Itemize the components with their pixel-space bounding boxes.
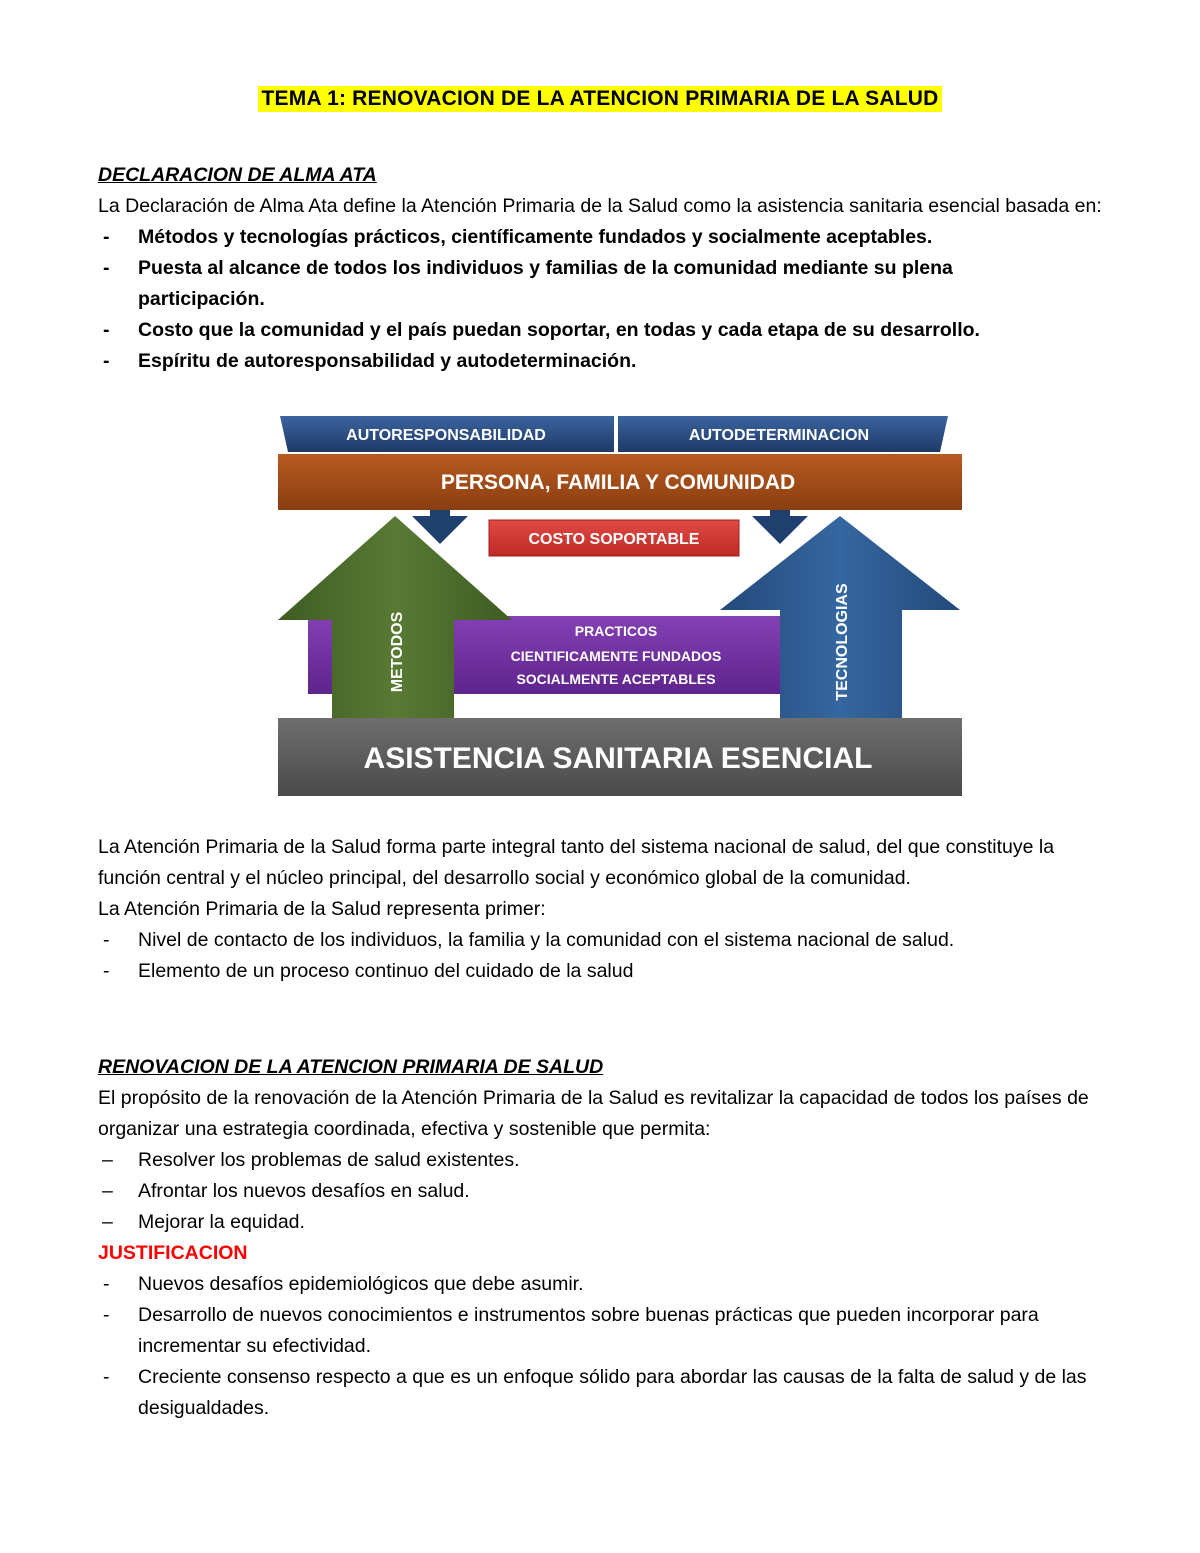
persona-familia-comunidad-label: PERSONA, FAMILIA Y COMUNIDAD — [440, 471, 796, 494]
autodeterminacion-label: AUTODETERMINACION — [688, 427, 870, 444]
list-item: - Nuevos desafíos epidemiológicos que debe asumir. — [98, 1269, 1108, 1300]
autoresponsabilidad-label: AUTORESPONSABILIDAD — [346, 427, 546, 444]
down-arrow-right — [752, 510, 808, 544]
costo-soportable-box — [489, 520, 739, 556]
socialmente-label: SOCIALMENTE ACEPTABLES — [516, 671, 716, 687]
section-renovacion — [98, 1052, 1108, 1424]
list-item: - Creciente consenso respecto a que es un enfoque sólido para abordar las causas de la falta de salud y de las desigualdades. — [98, 1362, 1108, 1424]
section-alma-ata — [98, 160, 1108, 377]
justificacion-heading: JUSTIFICACION — [98, 1242, 248, 1264]
list-item: - Métodos y tecnologías prácticos, científicamente fundados y socialmente aceptables. — [98, 222, 1108, 253]
page-title: TEMA 1: RENOVACION DE LA ATENCION PRIMARIA DE LA SALUD — [258, 86, 943, 112]
list-item: - Espíritu de autoresponsabilidad y autodeterminación. — [98, 346, 1108, 377]
section-heading-alma-ata: DECLARACION DE ALMA ATA — [98, 164, 377, 186]
list-item: - Costo que la comunidad y el país puedan soportar, en todas y cada etapa de su desarrollo. — [98, 315, 1108, 346]
alma-ata-intro: La Declaración de Alma Ata define la Atención Primaria de la Salud como la asistencia sanitaria esencial basada en: — [98, 195, 1102, 217]
asistencia-sanitaria-bar — [278, 718, 962, 796]
list-item: - Elemento de un proceso continuo del cuidado de la salud — [98, 956, 1108, 987]
section-heading-renovacion: RENOVACION DE LA ATENCION PRIMARIA DE SALUD — [98, 1056, 604, 1078]
autoresponsabilidad-bar — [280, 416, 614, 452]
list-item: - Nivel de contacto de los individuos, la familia y la comunidad con el sistema nacional de salud. — [98, 925, 1108, 956]
autodeterminacion-bar — [618, 416, 948, 452]
tecnologias-label: TECNOLOGIAS — [834, 583, 851, 701]
aps-list — [98, 925, 1108, 987]
justificacion-list — [98, 1269, 1108, 1424]
renovacion-intro: El propósito de la renovación de la Atención Primaria de la Salud es revitalizar la capacidad de todos los países de organizar una estrategia coordinada, efectiva y sostenible que permita: — [98, 1087, 1089, 1140]
aps-paragraph-1: La Atención Primaria de la Salud forma parte integral tanto del sistema nacional de salud, del que constituye la función central y el núcleo principal, del desarrollo social y económico global de la comunidad. — [98, 836, 1055, 889]
section-aps-description — [98, 832, 1108, 987]
costo-soportable-label: COSTO SOPORTABLE — [528, 531, 700, 548]
cientificamente-label: CIENTIFICAMENTE FUNDADOS — [510, 648, 722, 664]
list-item: – Mejorar la equidad. — [98, 1207, 1108, 1238]
alma-ata-list — [98, 222, 1108, 377]
asistencia-sanitaria-label: ASISTENCIA SANITARIA ESENCIAL — [363, 742, 873, 775]
metodos-label: METODOS — [389, 611, 406, 693]
aps-paragraph-2: La Atención Primaria de la Salud representa primer: — [98, 898, 546, 920]
practicos-label: PRACTICOS — [574, 623, 658, 639]
list-item: – Afrontar los nuevos desafíos en salud. — [98, 1176, 1108, 1207]
aps-diagram — [278, 412, 962, 800]
renovacion-list — [98, 1145, 1108, 1238]
title-container — [0, 86, 1200, 112]
list-item: - Desarrollo de nuevos conocimientos e instrumentos sobre buenas prácticas que pueden incorporar para incrementar su efectividad. — [98, 1300, 1108, 1362]
list-item: – Resolver los problemas de salud existentes. — [98, 1145, 1108, 1176]
persona-familia-comunidad-bar — [278, 454, 962, 510]
list-item: - Puesta al alcance de todos los individuos y familias de la comunidad mediante su plena participación. — [98, 253, 1108, 315]
